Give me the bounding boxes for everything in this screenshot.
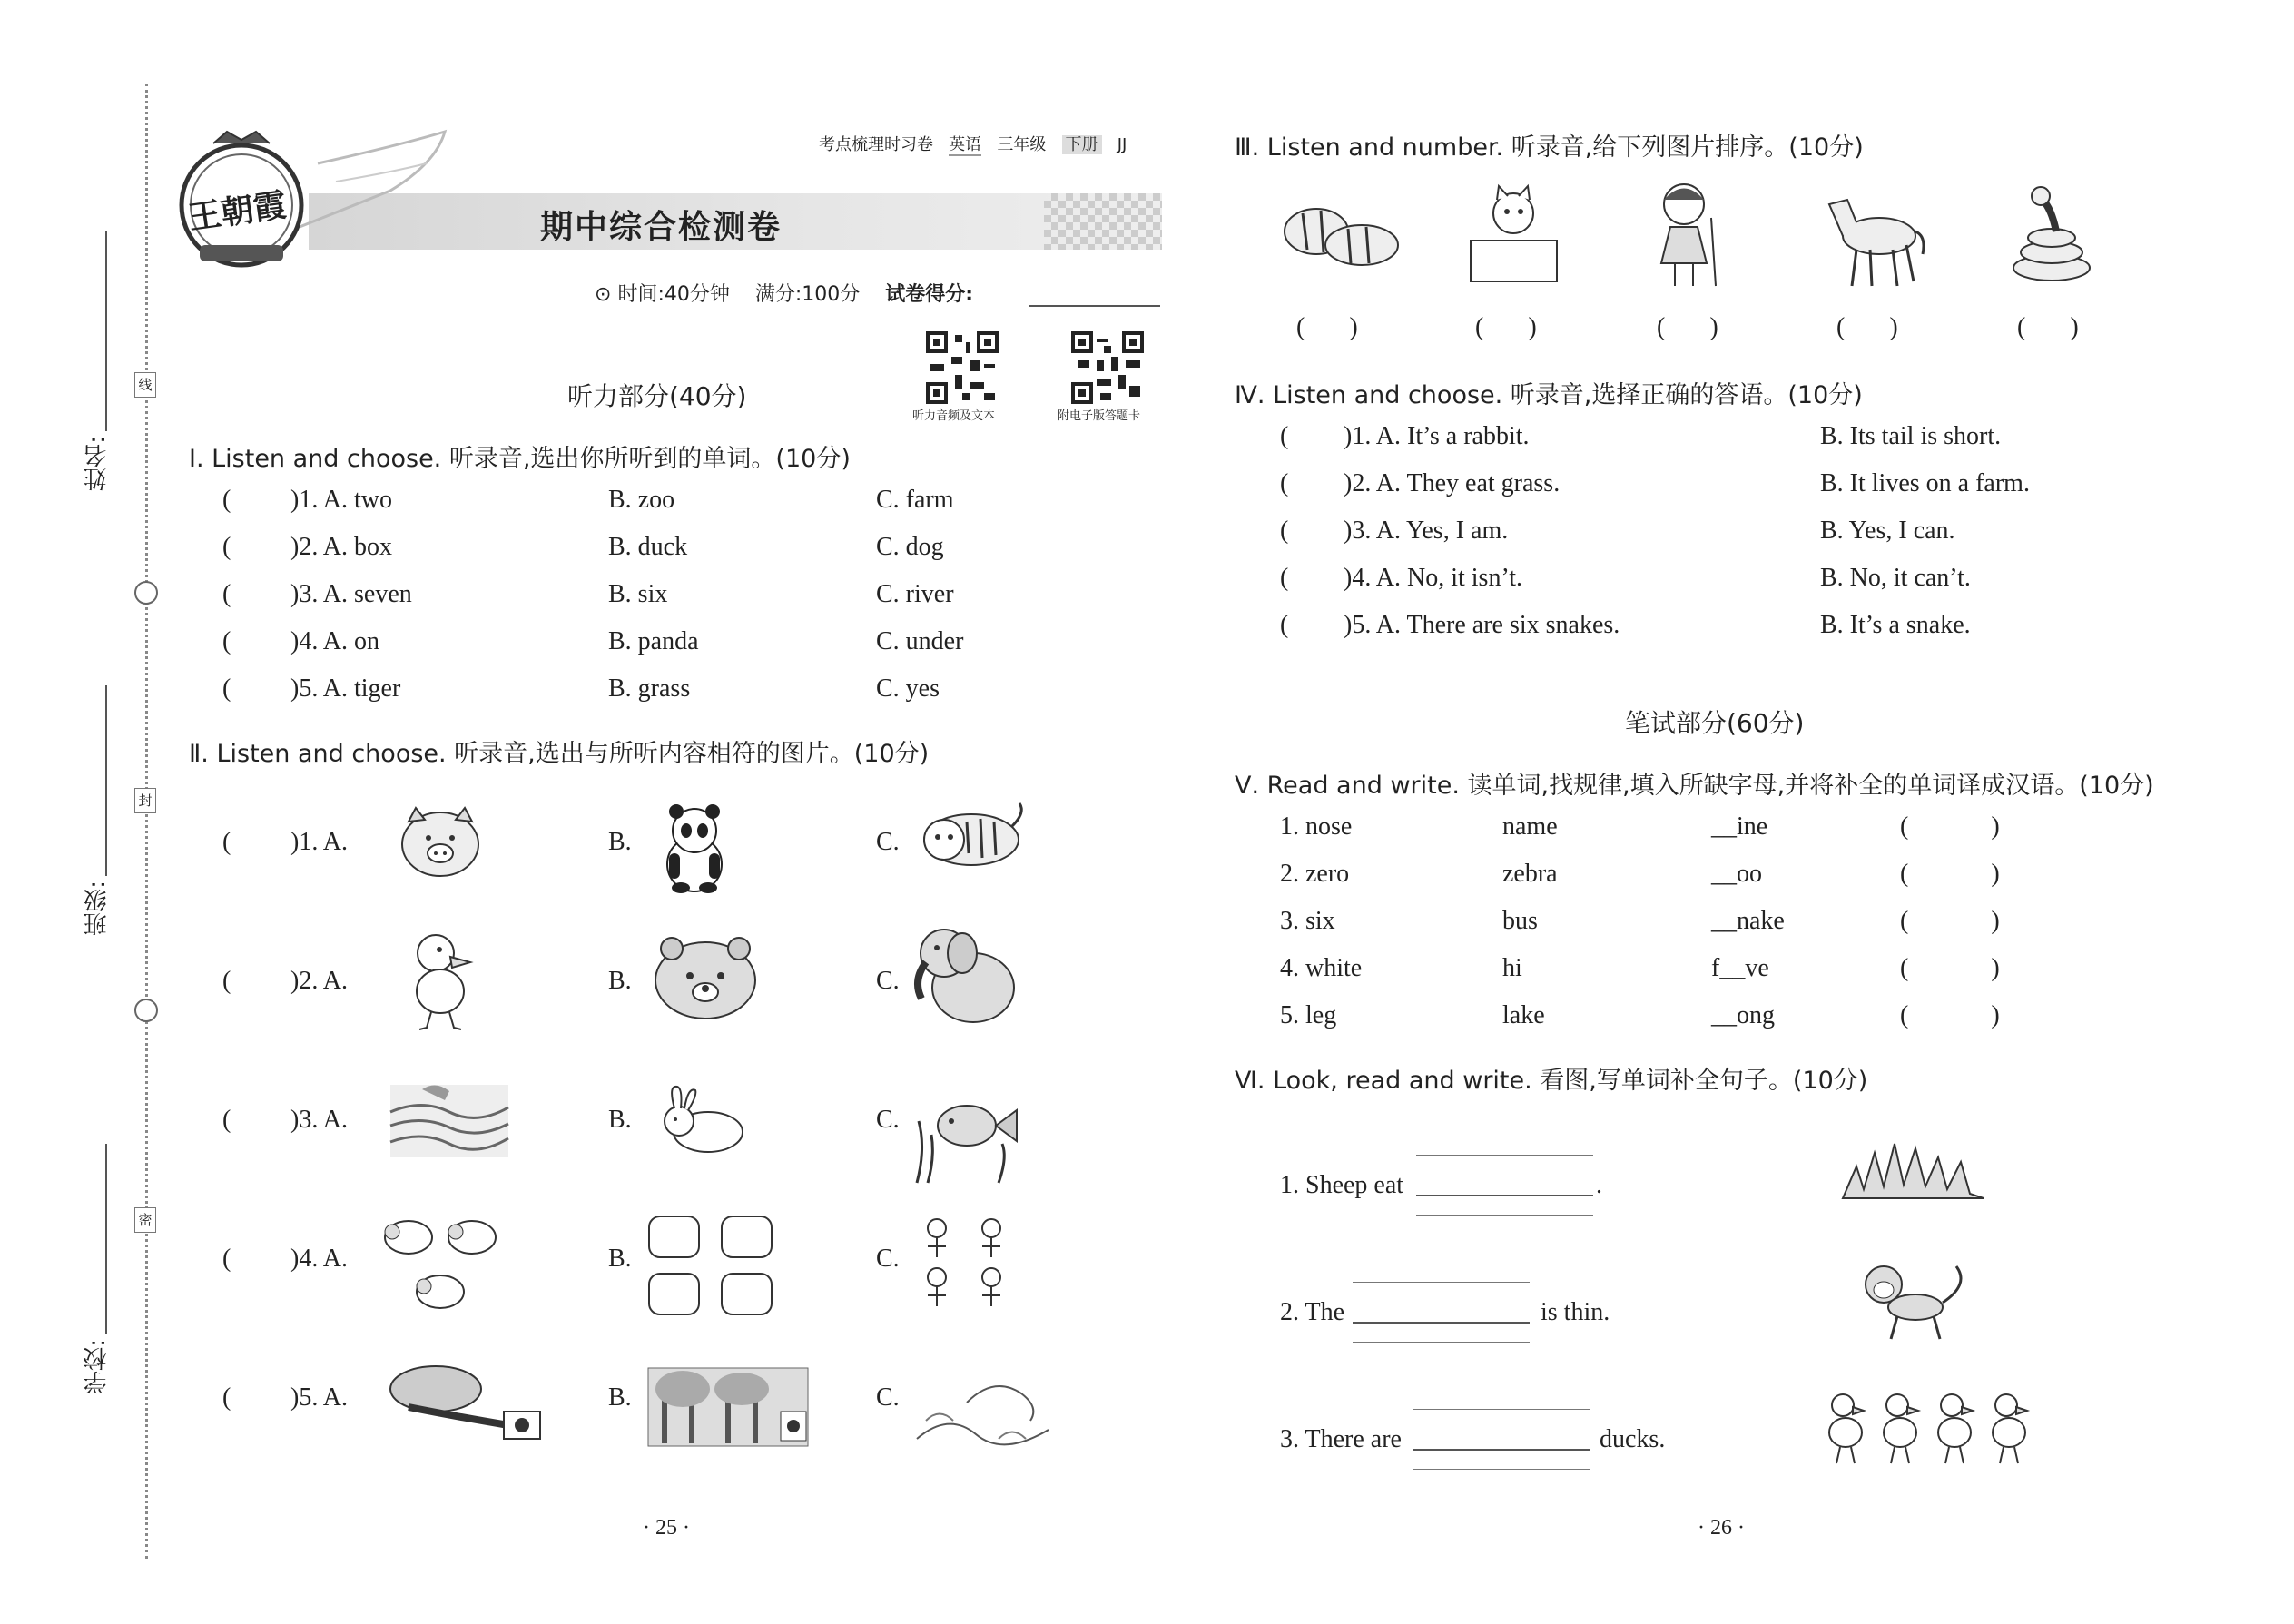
- exam-time: 时间:40分钟: [617, 283, 730, 306]
- s3-answer-5[interactable]: ( ): [2017, 313, 2079, 341]
- s3-answer-3[interactable]: ( ): [1657, 313, 1718, 341]
- s1-q1-c: C. farm: [876, 486, 954, 514]
- s1-q2-a: )2. A. box: [290, 533, 392, 561]
- s1-q4-b: B. panda: [608, 627, 699, 655]
- s2-q1-c: C.: [876, 828, 900, 856]
- s1-q2-c: C. dog: [876, 533, 944, 561]
- school-label: 学校:: [84, 1339, 111, 1394]
- s6-q1-answer-line[interactable]: [1416, 1195, 1593, 1196]
- tiger-icon: [912, 799, 1026, 871]
- s3-answer-4[interactable]: ( ): [1836, 313, 1898, 341]
- binding-dotted-line: [145, 84, 148, 1559]
- s4-q1-b: B. Its tail is short.: [1820, 422, 2002, 450]
- s4-q3-a: )3. A. Yes, I am.: [1344, 517, 1509, 545]
- s3-answer-1[interactable]: ( ): [1296, 313, 1358, 341]
- s2-q4-a: )4. A.: [290, 1245, 348, 1273]
- clock-icon: ⊙: [595, 283, 612, 306]
- s5-q3-translation[interactable]: ( ): [1900, 907, 2000, 935]
- s2-paren: (: [222, 1106, 231, 1134]
- horse-icon: [1816, 182, 1929, 290]
- qr-code-audio[interactable]: [926, 331, 999, 404]
- s5-q2-translation[interactable]: ( ): [1900, 860, 2000, 888]
- s2-q5-a: )5. A.: [290, 1383, 348, 1412]
- s1-paren: (: [222, 533, 231, 561]
- section-2-title: Ⅱ. Listen and choose. 听录音,选出与所听内容相符的图片。(10分): [189, 740, 930, 768]
- binding-circle-icon: [134, 999, 158, 1022]
- monkey-icon: [1856, 1257, 1974, 1343]
- section-6-title: Ⅵ. Look, read and write. 看图,写单词补全句子。(10分): [1235, 1067, 1868, 1095]
- cat-box-icon: [1466, 182, 1561, 286]
- s1-q5-a: )5. A. tiger: [290, 674, 401, 703]
- s5-q2-w1: 2. zero: [1280, 860, 1350, 888]
- s5-q3-w3[interactable]: __nake: [1711, 907, 1785, 935]
- s1-q1-b: B. zoo: [608, 486, 675, 514]
- s2-q5-b: B.: [608, 1383, 632, 1412]
- s4-q1-a: )1. A. It’s a rabbit.: [1344, 422, 1530, 450]
- s4-q5-a: )5. A. There are six snakes.: [1344, 611, 1620, 639]
- s1-q4-c: C. under: [876, 627, 964, 655]
- s6-q1-pre: 1. Sheep eat: [1280, 1171, 1404, 1199]
- river-icon: [386, 1080, 513, 1162]
- s5-q1-w3[interactable]: __ine: [1711, 812, 1768, 841]
- s6-q1-guide-top: [1416, 1155, 1593, 1156]
- s1-paren: (: [222, 674, 231, 703]
- s2-q2-c: C.: [876, 967, 900, 995]
- s2-q2-a: )2. A.: [290, 967, 348, 995]
- s5-q1-translation[interactable]: ( ): [1900, 812, 2000, 841]
- fish-water-icon: [908, 1085, 1021, 1185]
- section-5-title: Ⅴ. Read and write. 读单词,找规律,填入所缺字母,并将补全的单词译成汉语。(10分): [1235, 772, 2154, 800]
- exam-full-score: 满分:100分: [754, 283, 861, 306]
- s6-q3-guide-bottom: [1413, 1469, 1590, 1470]
- qr-code-answer-card[interactable]: [1071, 331, 1144, 404]
- section-3-title: Ⅲ. Listen and number. 听录音,给下列图片排序。(10分): [1235, 133, 1864, 162]
- binding-mark-secret: 密: [134, 1207, 156, 1233]
- s4-paren: (: [1280, 422, 1289, 450]
- s2-paren: (: [222, 1383, 231, 1412]
- banner-checker-pattern: [1044, 193, 1162, 250]
- exam-info-line: [595, 279, 973, 307]
- panda-icon: [658, 799, 731, 894]
- s1-q1-a: )1. A. two: [290, 486, 392, 514]
- s1-q3-a: )3. A. seven: [290, 580, 412, 608]
- page-number-right: · 26 ·: [1698, 1516, 1745, 1540]
- name-label: 姓名:: [84, 436, 111, 491]
- s6-q1-guide-bottom: [1416, 1215, 1593, 1216]
- s4-paren: (: [1280, 611, 1289, 639]
- girl-icon: [1648, 177, 1729, 290]
- s2-q3-a: )3. A.: [290, 1106, 348, 1134]
- s2-paren: (: [222, 967, 231, 995]
- s3-answer-2[interactable]: ( ): [1475, 313, 1537, 341]
- s2-paren: (: [222, 1245, 231, 1273]
- exam-score-field[interactable]: [1029, 305, 1160, 307]
- elephant-icon: [908, 917, 1021, 1030]
- s6-q3-pre: 3. There are: [1280, 1425, 1402, 1453]
- pig-icon: [390, 794, 490, 885]
- s2-q2-b: B.: [608, 967, 632, 995]
- s2-q1-a: )1. A.: [290, 828, 348, 856]
- logo-text: 王朝霞: [185, 185, 289, 238]
- header-subject: 英语: [949, 135, 982, 154]
- s6-q2-pre: 2. The: [1280, 1298, 1345, 1326]
- s1-paren: (: [222, 627, 231, 655]
- page-number-left: · 25 ·: [643, 1516, 690, 1540]
- header-series: 考点梳理时习卷: [819, 135, 933, 154]
- class-label: 班级:: [84, 881, 111, 936]
- s5-q3-w2: bus: [1502, 907, 1538, 935]
- s6-q3-guide-top: [1413, 1409, 1590, 1410]
- s6-q1-post: .: [1596, 1171, 1602, 1199]
- s2-q5-c: C.: [876, 1383, 900, 1412]
- s5-q4-w3[interactable]: f__ve: [1711, 954, 1769, 982]
- s1-paren: (: [222, 580, 231, 608]
- water-dragon-icon: [912, 1366, 1053, 1448]
- qr-caption-answer-card: 附电子版答题卡: [1058, 409, 1141, 423]
- three-sheep-icon: [381, 1212, 508, 1321]
- s5-q5-w3[interactable]: __ong: [1711, 1001, 1775, 1029]
- s5-q1-w1: 1. nose: [1280, 812, 1353, 841]
- s5-q2-w2: zebra: [1502, 860, 1558, 888]
- forest-panda-icon: [646, 1366, 810, 1448]
- school-line: [105, 1144, 107, 1334]
- s4-q3-b: B. Yes, I can.: [1820, 517, 1955, 545]
- binding-mark-line: 线: [134, 372, 156, 398]
- binding-circle-icon: [134, 581, 158, 605]
- class-line: [105, 685, 107, 876]
- s5-q4-w2: hi: [1502, 954, 1522, 982]
- s4-q4-a: )4. A. No, it isn’t.: [1344, 564, 1523, 592]
- s5-q4-w1: 4. white: [1280, 954, 1363, 982]
- exam-score-label: 试卷得分:: [885, 283, 974, 306]
- s2-q3-c: C.: [876, 1106, 900, 1134]
- listening-title: 听力部分(40分): [567, 381, 747, 411]
- s4-q2-a: )2. A. They eat grass.: [1344, 469, 1561, 497]
- rabbit-icon: [652, 1085, 752, 1157]
- s6-q2-post: is thin.: [1541, 1298, 1610, 1326]
- duck-icon: [399, 926, 481, 1035]
- s6-q3-post: ducks.: [1600, 1425, 1666, 1453]
- qr-caption-audio: 听力音频及文本: [912, 409, 996, 423]
- s1-q5-b: B. grass: [608, 674, 691, 703]
- s4-paren: (: [1280, 469, 1289, 497]
- snake-icon: [2006, 182, 2097, 286]
- s6-q2-guide-top: [1353, 1282, 1530, 1283]
- s5-q5-w2: lake: [1502, 1001, 1545, 1029]
- s2-q4-b: B.: [608, 1245, 632, 1273]
- s2-q1-b: B.: [608, 828, 632, 856]
- s5-q3-w1: 3. six: [1280, 907, 1335, 935]
- header-grade: 三年级: [997, 135, 1047, 154]
- header-edition: JJ: [1117, 135, 1127, 154]
- s4-q2-b: B. It lives on a farm.: [1820, 469, 2030, 497]
- s6-q2-answer-line[interactable]: [1353, 1322, 1530, 1324]
- four-monkeys-icon: [917, 1212, 1017, 1321]
- s4-q4-b: B. No, it can’t.: [1820, 564, 1971, 592]
- s1-q5-c: C. yes: [876, 674, 940, 703]
- s5-q5-translation[interactable]: ( ): [1900, 1001, 2000, 1029]
- s5-q4-translation[interactable]: ( ): [1900, 954, 2000, 982]
- four-pigs-icon: [645, 1212, 781, 1321]
- section-4-title: Ⅳ. Listen and choose. 听录音,选择正确的答语。(10分): [1235, 381, 1863, 409]
- grass-icon: [1838, 1130, 1988, 1203]
- four-ducks-icon: [1820, 1389, 2038, 1471]
- tigers-icon: [1271, 182, 1403, 281]
- s5-q5-w1: 5. leg: [1280, 1001, 1337, 1029]
- section-1-title: Ⅰ. Listen and choose. 听录音,选出你所听到的单词。(10分): [189, 445, 851, 473]
- s6-q3-answer-line[interactable]: [1413, 1449, 1590, 1451]
- s1-q2-b: B. duck: [608, 533, 688, 561]
- s4-paren: (: [1280, 564, 1289, 592]
- binding-mark-seal: 封: [134, 788, 156, 813]
- s6-q2-guide-bottom: [1353, 1342, 1530, 1343]
- writing-title: 笔试部分(60分): [1625, 708, 1805, 738]
- s2-paren: (: [222, 828, 231, 856]
- s5-q2-w3[interactable]: __oo: [1711, 860, 1762, 888]
- s2-q4-c: C.: [876, 1245, 900, 1273]
- page-title: 期中综合检测卷: [540, 209, 783, 246]
- bear-icon: [649, 930, 763, 1026]
- s2-q3-b: B.: [608, 1106, 632, 1134]
- s1-q3-b: B. six: [608, 580, 668, 608]
- header-series-line: [819, 132, 1127, 155]
- s4-q5-b: B. It’s a snake.: [1820, 611, 1971, 639]
- s1-q3-c: C. river: [876, 580, 954, 608]
- s4-paren: (: [1280, 517, 1289, 545]
- header-volume: 下册: [1062, 135, 1102, 154]
- s1-q4-a: )4. A. on: [290, 627, 379, 655]
- s5-q1-w2: name: [1502, 812, 1558, 841]
- tree-panda-icon: [381, 1362, 545, 1443]
- s1-paren: (: [222, 486, 231, 514]
- name-line: [105, 231, 107, 431]
